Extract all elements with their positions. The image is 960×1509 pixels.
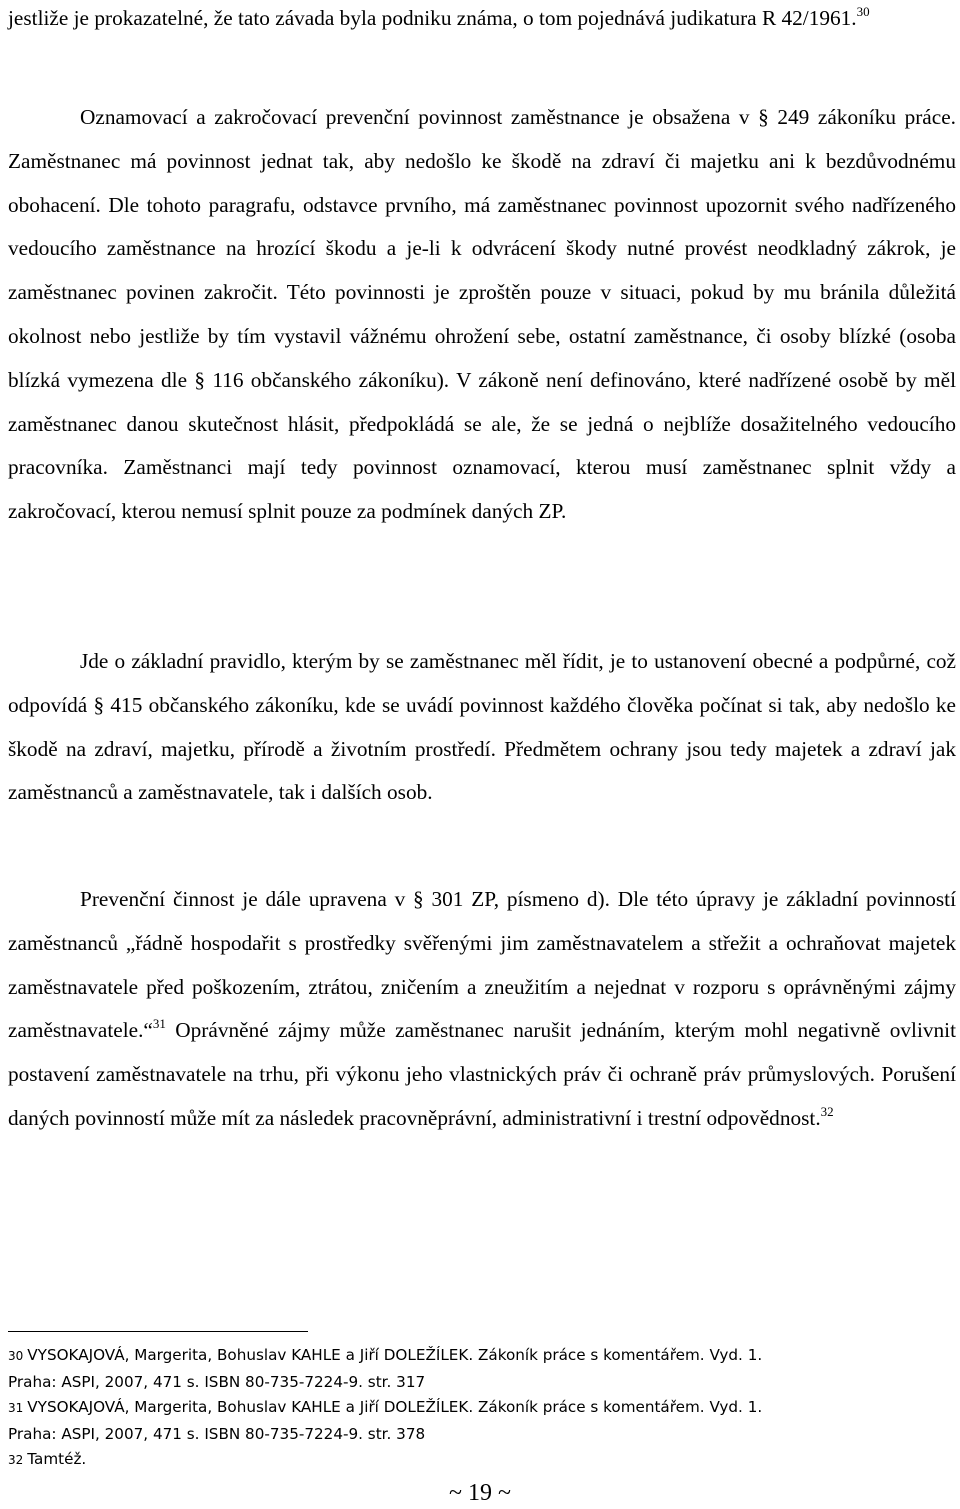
footnote-number: 30 — [8, 1349, 24, 1363]
footnote-text: VYSOKAJOVÁ, Margerita, Bohuslav KAHLE a Jiří DOLEŽÍLEK. Zákoník práce s komentářem. Vyd. 1. — [27, 1398, 763, 1416]
footnote-item — [8, 1447, 956, 1474]
footnote-text: Praha: ASPI, 2007, 471 s. ISBN 80-735-7224-9. str. 317 — [8, 1372, 426, 1391]
footnote-item-continuation — [8, 1422, 956, 1448]
paragraph-preventive-activity — [8, 878, 956, 1141]
footnote-reference: 31 — [152, 1016, 166, 1032]
footnote-item-continuation — [8, 1370, 956, 1396]
paragraph-text: jestliže je prokazatelné, že tato závada byla podniku známa, o tom pojednává judikatura R 42/1961. — [8, 6, 857, 30]
paragraph-basic-rule — [8, 640, 956, 815]
page-number: ~ 19 ~ — [449, 1480, 511, 1506]
footnote-number: 31 — [8, 1401, 24, 1415]
footnotes — [8, 1343, 956, 1474]
paragraph-continuation — [8, 0, 956, 41]
paragraph-text: Oznamovací a zakročovací prevenční povinnost zaměstnance je obsažena v § 249 zákoníku práce. Zaměstnanec má povinnost jednat tak, aby nedošlo ke škodě na zdraví či majetku ani k bezdůvodnému obohacení. Dle tohoto paragrafu, odstavce prvního, má zaměstnanec povinnost upozornit svého nadřízeného vedoucího zaměstnance na hrozící škodu a je-li k odvrácení škody nutné provést neodkladný zákrok, je zaměstnanec povinen zakročit. Této povinnosti je zproštěn pouze v situaci, pokud by mu bránila důležitá okolnost nebo jestliže by tím vystavil vážnému ohrožení sebe, ostatní zaměstnance, či osoby blízké (osoba blízká vymezena dle § 116 občanského zákoníku). V zákoně není definováno, které nadřízené osobě by měl zaměstnanec danou skutečnost hlásit, předpokládá se ale, že se jedná o nejblíže dosažitelného vedoucího pracovníka. Zaměstnanci mají tedy povinnost oznamovací, kterou musí zaměstnanec splnit vždy a zakročovací, kterou nemusí splnit pouze za podmínek daných ZP. — [8, 105, 956, 524]
footnote-item — [8, 1395, 956, 1422]
footnote-text: Tamtéž. — [27, 1450, 87, 1468]
footnote-reference: 30 — [856, 4, 870, 19]
footnote-separator — [8, 1331, 308, 1332]
footnote-text: VYSOKAJOVÁ, Margerita, Bohuslav KAHLE a Jiří DOLEŽÍLEK. Zákoník práce s komentářem. Vyd. 1. — [27, 1346, 763, 1364]
footnote-item — [8, 1343, 956, 1370]
paragraph-text: Prevenční činnost je dále upravena v § 301 ZP, písmeno d). Dle této úpravy je základní povinností zaměstnanců „řádně hospodařit s prostředky svěřenými jim zaměstnavatelem a střežit a ochraňovat majetek zaměstnavatele před poškozením, ztrátou, zničením a zneužitím a nejednat v rozporu s oprávněnými zájmy zaměstnavatele.“ — [8, 887, 956, 1043]
footnote-number: 32 — [8, 1453, 24, 1467]
footnote-text: Praha: ASPI, 2007, 471 s. ISBN 80-735-7224-9. str. 378 — [8, 1424, 426, 1443]
paragraph-text: Jde o základní pravidlo, kterým by se zaměstnanec měl řídit, je to ustanovení obecné a podpůrné, což odpovídá § 415 občanského zákoníku, kde se uvádí povinnost každého člověka počínat si tak, aby nedošlo ke škodě na zdraví, majetku, přírodě a životním prostředí. Předmětem ochrany jsou tedy majetek a zdraví jak zaměstnanců a zaměstnavatele, tak i dalších osob. — [8, 649, 956, 805]
paragraph-text: Oprávněné zájmy může zaměstnanec narušit jednáním, kterým mohl negativně ovlivnit postavení zaměstnavatele na trhu, při výkonu jeho vlastnických práv či ochraně práv průmyslových. Porušení daných povinností může mít za následek pracovněprávní, administrativní i trestní odpovědnost. — [8, 1018, 956, 1130]
footnote-reference: 32 — [820, 1103, 834, 1119]
paragraph-prevention-duty — [8, 96, 956, 534]
